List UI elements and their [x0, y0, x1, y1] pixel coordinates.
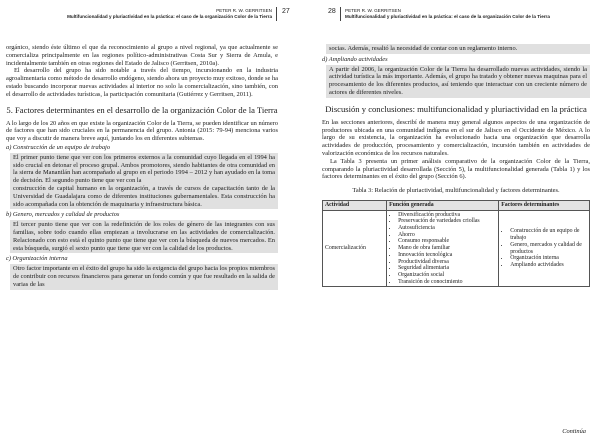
subheading-a: a) Construcción de un equipo de trabajo [6, 143, 111, 151]
paragraph: El tercer punto tiene que ver con la redefinición de los roles de género de las integrantes con sus familias, sobre todo cuando ellas empiezan a involucrarse en las actividades de comercialización. Relacionado con esto está el quinto punto que tiene que ver con la búsqueda de nuevos mercados. En esta búsqueda, surgió el sexto punto que tiene que ver con la calidad de los productos. [13, 221, 275, 252]
paragraph: A partir del 2006, la organización Color de la Tierra ha desarrollado nuevas actividades, siendo la actividad turística la más importante. Además, el grupo ha tratado y obtener nuevas maquinas para el procesamiento de los diferentes productos, así teniendo que interactuar con un creciente número de actores de diferentes niveles. [329, 65, 587, 96]
list-item: • Innovación tecnológica [398, 252, 496, 259]
paragraph: El desarrollo del grupo ha sido notable a través del tiempo, incursionando en la industria agroalimentaria como método de desarrollo endógeno, siendo ahora un proyecto muy exitoso, donde se ha estado buscando incorporar nuevas actividades al interior no solo la comercialización, sino también, con el desarrollo de actividades turísticas, la participación comunitaria (Gutiérrez y Gerritsen, 2011). [6, 67, 278, 98]
running-header-left [6, 8, 272, 20]
list-item: • Construcción de un equipo de trabajo [510, 228, 587, 241]
page-number: 27 [282, 8, 290, 15]
paragraph: El primer punto tiene que ver con los primeros externos a la comunidad cuyo llegada en el 1994 ha sido crucial en detonar el proceso grupal. Ambos promotores, siendo habitantes de otra comunidad en la sierra de Manantlán han acompañado al grupo en el periodo 1994 – 2012 y han ayudado en la toma de decisión. El segundo punto tiene que ver con la [13, 153, 275, 185]
table-row [323, 210, 590, 287]
list-item: • Organización interna [510, 255, 587, 262]
section-intro: A lo largo de los 20 años en que existe la organización Color de la Tierra, se pueden identificar un número de factores que han sido cruciales en la permanencia del grupo. Antonia (2015: 79-94) menciona varios que voy a discutir de manera breve aquí, juntando los en diferentes subtemas. [6, 119, 278, 143]
subheading-b: b) Genero, mercados y calidad de productos [6, 211, 120, 219]
functions-cell [387, 210, 499, 287]
list-item: • Mano de obra familiar [398, 245, 496, 252]
list-item: • Consumo responsable [398, 238, 496, 245]
header-divider [340, 7, 341, 21]
shaded-block-c [10, 264, 278, 289]
left-body [6, 44, 278, 292]
paragraph: En las secciones anteriores, describí de manera muy general algunos aspectos de una organización de productores ubicada en una comunidad indígena en el sur de Jalisco en el Occidente de México. A lo largo de su existencia, la organización ha evolucionado hacia una organización que desarrolla actividades de producción, procesamiento y comercialización, incursión también en actividades de valorización económica de los recursos naturales. [322, 118, 590, 157]
column-header: Actividad [323, 200, 387, 210]
paragraph: construcción de capital humano en la organización, a través de cursos de capacitación tanto de la Universidad de Guadalajara como de diferentes instituciones gubernamentales. Esta construcción ha sido acompañada con la obtención de maquinaria y infraestructura básica. [13, 184, 275, 208]
paragraph: Otro factor importante en el éxito del grupo ha sido la exigencia del grupo hacia los propios miembros de contribuir con recursos financieros para generar un fondo común y que fue resultado en la salida de varias de las [13, 265, 275, 288]
table-caption: Tabla 3: Relación de pluriactividad, multifuncionalidad y factores determinantes. [352, 187, 560, 195]
paragraph: La Tabla 3 presenta un primer análisis comparativo de la organización Color de la Tierra, comparando la pluriactividad desarrollada (Sección 5), la multifuncionalidad generada (Tabla 1) y los factores determinantes en el éxito del grupo (Sección 6). [322, 157, 590, 181]
subheading-c: c) Organización interna [6, 255, 68, 263]
list-item: • Organización social [398, 272, 496, 279]
list-item: • Autosuficiencia [398, 225, 496, 232]
list-item: • Diversificación productiva [398, 212, 496, 219]
header-author: PETER R. W. GERRITSEN [216, 8, 272, 13]
header-divider [276, 7, 277, 21]
shaded-block-b [10, 220, 278, 253]
list-item: • Genero, mercados y calidad de productos [510, 242, 587, 255]
column-header: Factores determinantes [499, 200, 590, 210]
section-title: 5. Factores determinantes en el desarrollo de la organización Color de la Tierra [6, 104, 278, 115]
table-header-row [323, 200, 590, 210]
shaded-block-d [326, 65, 590, 98]
comparison-table [322, 200, 590, 287]
running-header-right [345, 8, 595, 20]
list-item: • Ampliando actividades [510, 262, 587, 269]
right-body [322, 44, 590, 287]
header-title: Multifuncionalidad y pluriactividad en la práctica: el caso de la organización Color de la Tierra [67, 14, 272, 19]
column-header: Función generada [387, 200, 499, 210]
list-item: • Transición de conocimiento [398, 279, 496, 286]
list-item: • Preservación de variedades criollas [398, 218, 496, 225]
right-page [300, 0, 600, 440]
factors-list [501, 228, 587, 268]
shaded-block-a [10, 153, 278, 210]
list-item: • Ahorro [398, 232, 496, 239]
functions-list [389, 212, 496, 286]
paragraph: socias. Además, resaltó la necesidad de contar con un reglamento interno. [329, 45, 518, 52]
activity-cell: Comercialización [323, 210, 387, 287]
list-item: • Seguridad alimentaria [398, 265, 496, 272]
header-title: Multifuncionalidad y pluriactividad en la práctica: el caso de la organización Color de la Tierra [345, 14, 550, 19]
page-number: 28 [328, 8, 336, 15]
subheading-d: d) Ampliando actividades [322, 55, 388, 63]
continua-label: Continúa [562, 428, 586, 435]
factors-cell [499, 210, 590, 287]
shaded-block-c-continued [326, 44, 590, 54]
header-author: PETER R. W. GERRITSEN [345, 8, 401, 13]
paragraph: orgánico, siendo éste último el que da reconocimiento al grupo a nivel regional, ya que actualmente se comercializa principalmente en las regiones político-administrativas Costa Sur y Sierra de Amula, e incidentalmente también en otras regiones del Estado de Jalisco (Gerritsen, 2010a). [6, 44, 278, 67]
list-item: • Productividad diversa [398, 259, 496, 266]
section-title: Discusión y conclusiones: multifuncionalidad y pluriactividad en la práctica [325, 103, 587, 114]
